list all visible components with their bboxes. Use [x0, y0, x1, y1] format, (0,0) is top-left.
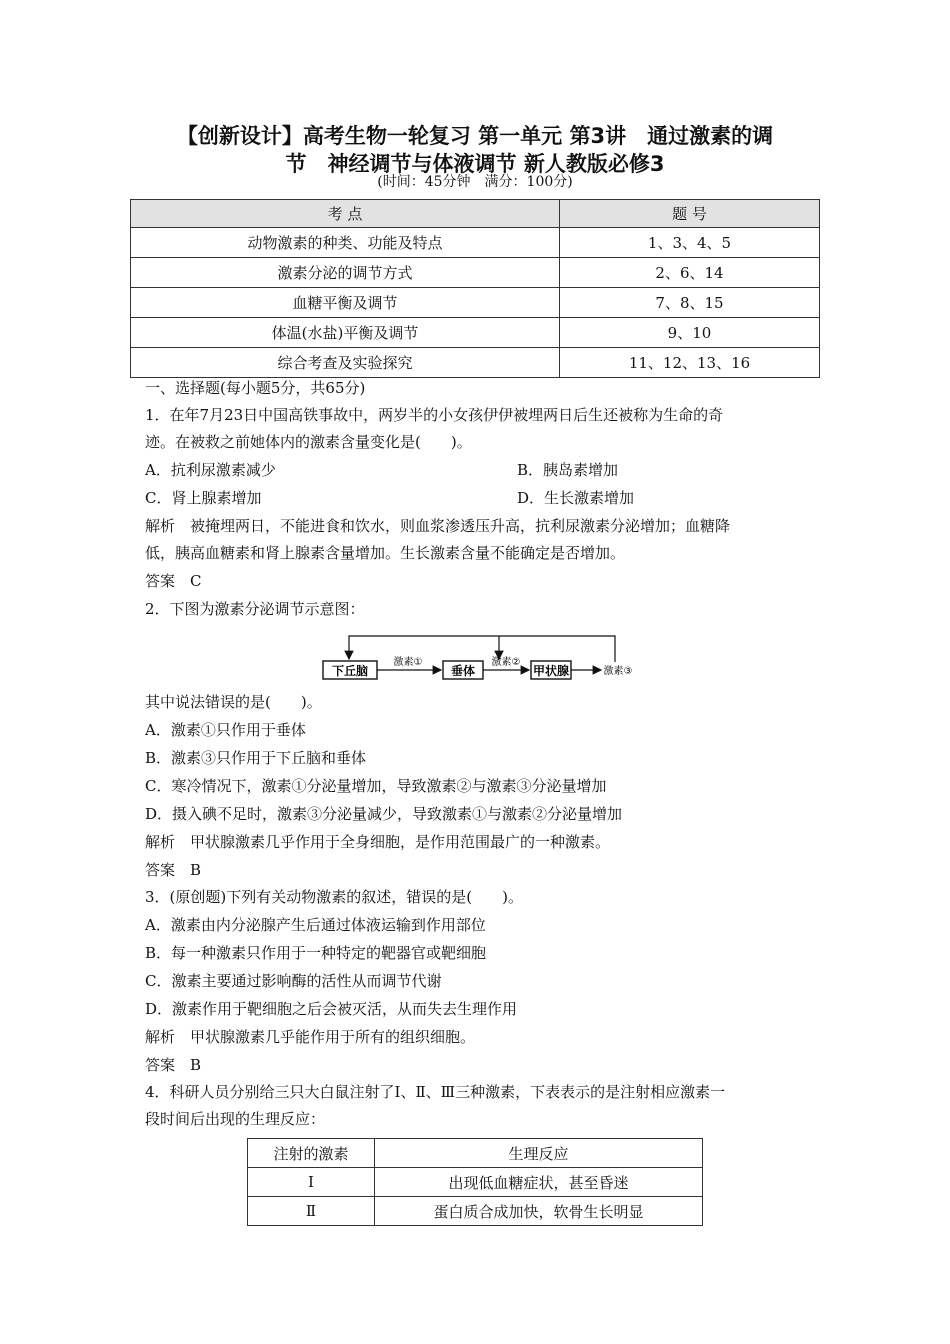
hypothalamus-label: 下丘脑 — [331, 664, 369, 678]
table-row — [131, 348, 820, 378]
table-cell: 11、12、13、16 — [560, 348, 820, 378]
q1-stem-1: 1．在年7月23日中国高铁事故中，两岁半的小女孩伊伊被埋两日后生还被称为生命的奇 — [145, 406, 724, 424]
table-header: 考 点 — [131, 200, 560, 228]
hormone-regulation-diagram — [318, 632, 638, 682]
q2-analysis: 解析 甲状腺激素几乎作用于全身细胞，是作用范围最广的一种激素。 — [145, 833, 611, 851]
table-header-row — [131, 200, 820, 228]
q1-option-c: C．肾上腺素增加 — [145, 489, 262, 507]
table-cell: 体温(水盐)平衡及调节 — [131, 318, 560, 348]
table-cell: 1、3、4、5 — [560, 228, 820, 258]
table-cell: 9、10 — [560, 318, 820, 348]
q3-answer: 答案 B — [145, 1056, 202, 1074]
hormone-response-table — [247, 1138, 703, 1226]
q1-option-d: D．生长激素增加 — [517, 489, 635, 507]
table-header-row — [248, 1139, 703, 1168]
table-header: 题 号 — [560, 200, 820, 228]
q2-option-c: C．寒冷情况下，激素①分泌量增加，导致激素②与激素③分泌量增加 — [145, 777, 607, 795]
feedback-arrow-to-hypothalamus — [349, 636, 615, 662]
table-row — [131, 228, 820, 258]
title-line-2: 节 神经调节与体液调节 新人教版必修3 — [285, 152, 665, 176]
q4-stem-1: 4．科研人员分别给三只大白鼠注射了Ⅰ、Ⅱ、Ⅲ三种激素，下表表示的是注射相应激素一 — [145, 1083, 726, 1101]
q2-option-b: B．激素③只作用于下丘脑和垂体 — [145, 749, 367, 767]
hormone-2-label: 激素② — [491, 657, 521, 668]
table-row — [248, 1168, 703, 1197]
q2-option-a: A．激素①只作用于垂体 — [145, 721, 306, 739]
subtitle: (时间：45分钟 满分：100分) — [377, 174, 573, 190]
q4-stem-2: 段时间后出现的生理反应： — [145, 1110, 326, 1128]
table-cell: Ⅱ — [248, 1197, 375, 1226]
pituitary-label: 垂体 — [450, 664, 476, 678]
q1-answer: 答案 C — [145, 572, 202, 590]
table-cell: 7、8、15 — [560, 288, 820, 318]
q1-stem-2: 迹。在被救之前她体内的激素含量变化是( )。 — [145, 433, 472, 451]
hormone-1-label: 激素① — [393, 657, 423, 668]
q1-analysis-1: 解析 被掩埋两日，不能进食和饮水，则血浆渗透压升高，抗利尿激素分泌增加；血糖降 — [145, 517, 731, 535]
table-cell: 激素分泌的调节方式 — [131, 258, 560, 288]
table-cell: 动物激素的种类、功能及特点 — [131, 228, 560, 258]
table-row — [131, 258, 820, 288]
title-line-1: 【创新设计】高考生物一轮复习 第一单元 第3讲 通过激素的调 — [176, 124, 774, 148]
table-cell: 2、6、14 — [560, 258, 820, 288]
thyroid-label: 甲状腺 — [532, 664, 570, 678]
table-cell: Ⅰ — [248, 1168, 375, 1197]
q2-ask: 其中说法错误的是( )。 — [145, 693, 322, 711]
table-header: 生理反应 — [375, 1139, 703, 1168]
table-header: 注射的激素 — [248, 1139, 375, 1168]
q2-stem: 2．下图为激素分泌调节示意图： — [145, 600, 365, 618]
section-heading: 一、选择题(每小题5分，共65分) — [145, 379, 366, 397]
q3-stem: 3．(原创题)下列有关动物激素的叙述，错误的是( )。 — [145, 888, 523, 906]
table-cell: 出现低血糖症状，甚至昏迷 — [375, 1168, 703, 1197]
q3-analysis: 解析 甲状腺激素几乎能作用于所有的组织细胞。 — [145, 1028, 476, 1046]
q3-option-b: B．每一种激素只作用于一种特定的靶器官或靶细胞 — [145, 944, 487, 962]
table-cell: 综合考查及实验探究 — [131, 348, 560, 378]
q1-analysis-2: 低，胰高血糖素和肾上腺素含量增加。生长激素含量不能确定是否增加。 — [145, 544, 626, 562]
q3-option-a: A．激素由内分泌腺产生后通过体液运输到作用部位 — [145, 916, 486, 934]
hormone-3-label: 激素③ — [603, 666, 633, 677]
q3-option-c: C．激素主要通过影响酶的活性从而调节代谢 — [145, 972, 442, 990]
q1-option-a: A．抗利尿激素减少 — [145, 461, 276, 479]
table-row — [131, 288, 820, 318]
table-row — [131, 318, 820, 348]
q2-option-d: D．摄入碘不足时，激素③分泌量减少，导致激素①与激素②分泌量增加 — [145, 805, 623, 823]
q2-answer: 答案 B — [145, 861, 202, 879]
topic-table — [130, 199, 820, 378]
table-cell: 蛋白质合成加快，软骨生长明显 — [375, 1197, 703, 1226]
q1-option-b: B．胰岛素增加 — [517, 461, 619, 479]
table-cell: 血糖平衡及调节 — [131, 288, 560, 318]
table-row — [248, 1197, 703, 1226]
q3-option-d: D．激素作用于靶细胞之后会被灭活，从而失去生理作用 — [145, 1000, 518, 1018]
